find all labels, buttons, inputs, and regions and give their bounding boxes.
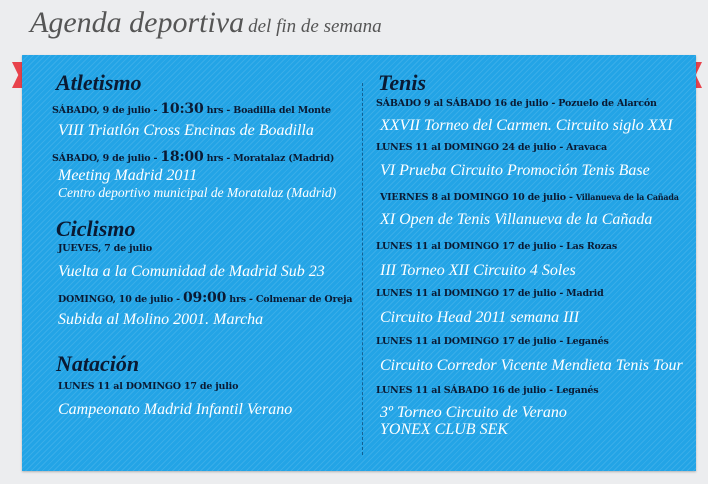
date-text: SÁBADO, 9 de julio -	[52, 105, 161, 116]
event-date: LUNES 11 al DOMINGO 17 de julio	[58, 381, 239, 392]
date-text: SÁBADO, 9 de julio -	[52, 153, 161, 164]
event-sub-text: Centro deportivo municipal de Moratalaz (Madrid)	[58, 185, 337, 200]
event-date	[52, 101, 331, 117]
page-header	[30, 6, 382, 40]
event-date: JUEVES, 7 de julio	[58, 243, 152, 254]
event-name[interactable]: Campeonato Madrid Infantil Verano	[58, 401, 293, 418]
event-name[interactable]: 3º Torneo Circuito de Verano	[380, 404, 567, 421]
event-name[interactable]: Circuito Head 2011 semana III	[380, 309, 580, 326]
event-date	[380, 192, 679, 203]
section-title-ciclismo: Ciclismo	[56, 216, 136, 241]
time-text: 18:00	[160, 149, 204, 165]
event-date: LUNES 11 al DOMINGO 17 de julio - Leganés	[376, 336, 609, 347]
section-title-natacion: Natación	[56, 351, 140, 376]
time-text: 09:00	[182, 290, 227, 306]
location-text: hrs - Moratalaz (Madrid)	[203, 153, 335, 164]
event-name[interactable]: Vuelta a la Comunidad de Madrid Sub 23	[58, 263, 325, 280]
section-title-atletismo: Atletismo	[56, 70, 142, 95]
location-text: hrs - Colmenar de Oreja	[226, 294, 353, 305]
event-name[interactable]: III Torneo XII Circuito 4 Soles	[380, 262, 576, 279]
event-date	[58, 290, 352, 306]
event-name[interactable]: XI Open de Tenis Villanueva de la Cañada	[380, 211, 653, 228]
event-name[interactable]: Subida al Molino 2001. Marcha	[58, 311, 264, 328]
page-title: Agenda deportiva	[30, 6, 245, 39]
event-name[interactable]: XXVII Torneo del Carmen. Circuito siglo XXI	[380, 117, 673, 134]
event-date: SÁBADO 9 al SÁBADO 16 de julio - Pozuelo de Alarcón	[376, 98, 657, 109]
event-subtitle	[58, 185, 336, 201]
location-text: Villanueva de la Cañada	[575, 192, 679, 202]
date-text: VIERNES 8 al DOMINGO 10 de julio -	[380, 192, 576, 203]
event-date	[52, 149, 334, 165]
event-name[interactable]: Circuito Corredor Vicente Mendieta Tenis Tour	[380, 357, 683, 374]
date-text: DOMINGO, 10 de julio -	[58, 294, 183, 305]
event-date: LUNES 11 al DOMINGO 17 de julio - Las Rozas	[376, 241, 617, 252]
event-name[interactable]: VIII Triatlón Cross Encinas de Boadilla	[58, 122, 314, 139]
location-text: hrs - Boadilla del Monte	[203, 105, 331, 116]
event-date: LUNES 11 al DOMINGO 24 de julio - Aravaca	[376, 142, 607, 153]
event-name-line2[interactable]: YONEX CLUB SEK	[380, 421, 509, 438]
event-name[interactable]: VI Prueba Circuito Promoción Tenis Base	[380, 162, 650, 179]
column-divider	[362, 83, 363, 455]
event-name[interactable]: Meeting Madrid 2011	[58, 167, 198, 184]
time-text: 10:30	[160, 101, 204, 117]
page-subtitle: del fin de semana	[248, 16, 382, 37]
event-date: LUNES 11 al SÁBADO 16 de julio - Leganés	[376, 385, 599, 396]
event-date: LUNES 11 al DOMINGO 17 de julio - Madrid	[376, 288, 604, 299]
section-title-tenis: Tenis	[378, 70, 427, 95]
